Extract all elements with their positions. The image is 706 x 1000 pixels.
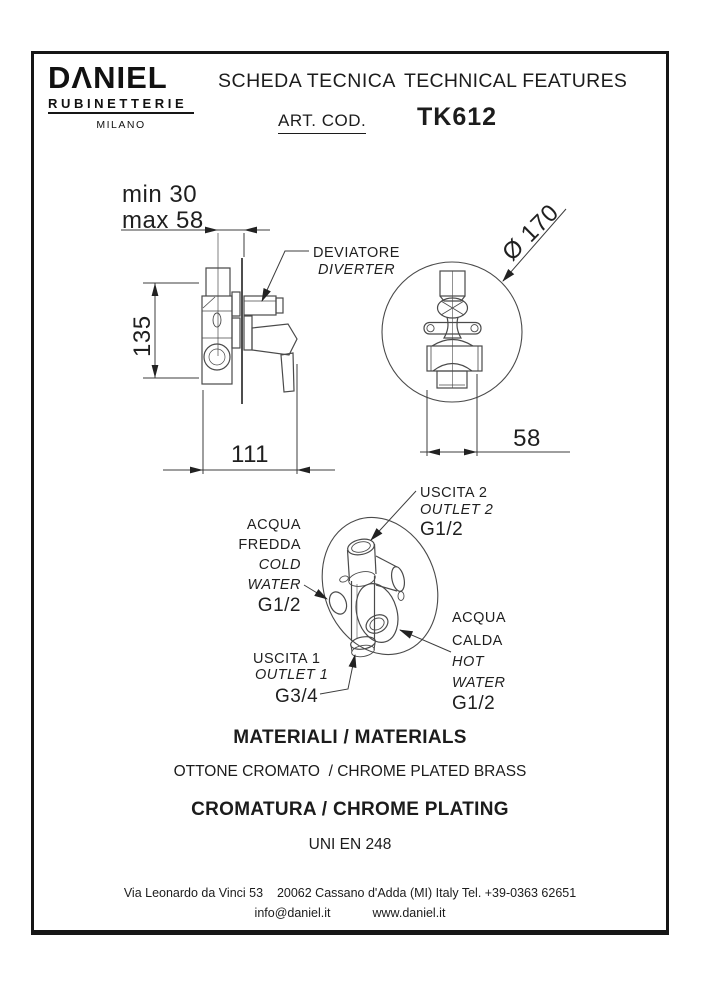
diverter-label-en: DIVERTER — [318, 262, 396, 278]
dim-body-width: 58 — [513, 425, 541, 452]
cold-label-it1: ACQUA — [246, 517, 301, 533]
brand-logo-city: MILANO — [96, 119, 146, 131]
materials-heading: MATERIALI / MATERIALS — [233, 727, 467, 748]
footer-email: info@daniel.it — [254, 906, 331, 920]
materials-value: OTTONE CROMATO / CHROME PLATED BRASS — [173, 763, 527, 780]
cold-label-en1: COLD — [258, 557, 301, 573]
outlet2-thread: G1/2 — [420, 519, 464, 540]
front-view-drawing — [382, 262, 522, 402]
title-english: TECHNICAL FEATURES — [404, 70, 628, 92]
plating-norm: UNI EN 248 — [308, 836, 392, 853]
diverter-callout — [262, 245, 400, 301]
outlet2-label-en: OUTLET 2 — [420, 502, 494, 518]
outlet1-label-it: USCITA 1 — [253, 651, 321, 667]
footer-website: www.daniel.it — [372, 906, 446, 920]
dim-wall-min: min 30 — [122, 181, 198, 208]
dim-wall-max: max 58 — [122, 207, 204, 234]
footer-contacts — [31, 906, 669, 920]
article-code-label: ART. COD. — [278, 111, 366, 134]
hot-label-en1: HOT — [452, 654, 485, 670]
title-italian: SCHEDA TECNICA — [218, 70, 396, 92]
outlet1-callout — [253, 651, 328, 707]
side-view-drawing — [202, 233, 297, 404]
outlet1-thread: G3/4 — [275, 686, 319, 707]
cold-label-en2: WATER — [247, 577, 301, 593]
dim-plate-diameter: Ø 170 — [497, 199, 565, 267]
brand-logo: DΛNIEL — [48, 60, 168, 95]
outlet2-callout — [420, 485, 493, 540]
outlet2-label-it: USCITA 2 — [420, 485, 488, 501]
front-view-dimensions — [420, 209, 570, 456]
outlet1-label-en: OUTLET 1 — [255, 667, 329, 683]
cold-thread: G1/2 — [257, 595, 301, 616]
plating-heading: CROMATURA / CHROME PLATING — [191, 799, 509, 820]
hot-label-en2: WATER — [452, 675, 506, 691]
footer-address: Via Leonardo da Vinci 53 20062 Cassano d'Adda (MI) Italy Tel. +39-0363 62651 — [123, 886, 577, 900]
cold-water-callout — [238, 517, 301, 616]
hot-thread: G1/2 — [452, 693, 496, 714]
diverter-label-it: DEVIATORE — [313, 245, 400, 261]
dim-width: 111 — [231, 441, 269, 468]
brand-logo-subtitle: RUBINETTERIE — [48, 96, 188, 111]
hot-label-it1: ACQUA — [452, 610, 507, 626]
hot-water-callout — [452, 610, 506, 714]
cold-label-it2: FREDDA — [238, 537, 301, 553]
dim-height: 135 — [129, 315, 156, 357]
article-code-value: TK612 — [417, 103, 498, 131]
hot-label-it2: CALDA — [452, 633, 503, 649]
